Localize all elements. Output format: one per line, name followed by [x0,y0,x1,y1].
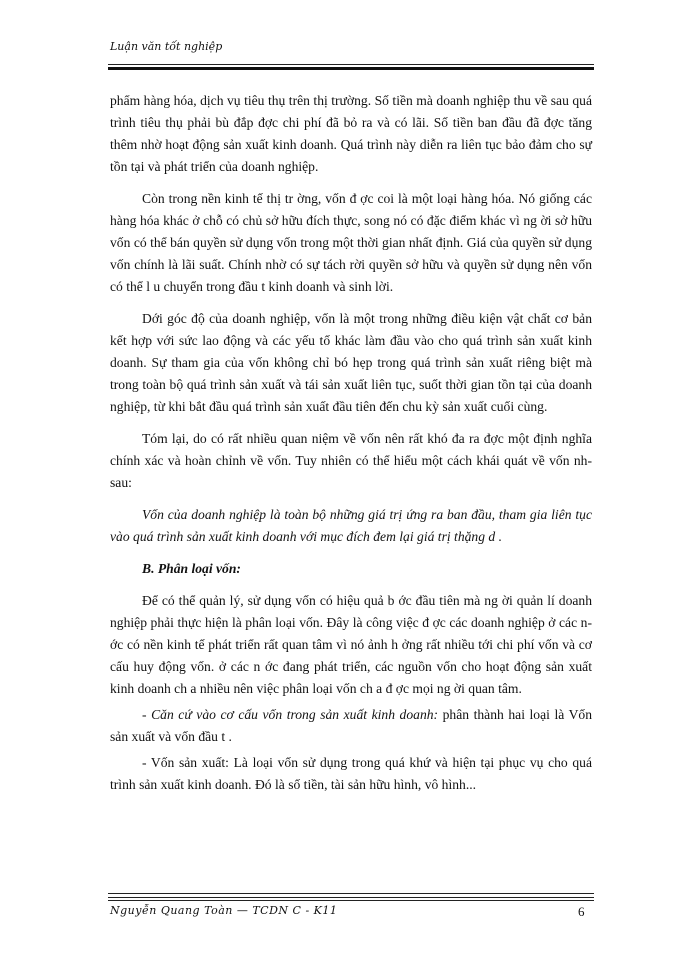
footer-rule [108,900,594,901]
footer-author: Nguyễn Quang Toàn — TCDN C - K11 [110,904,338,917]
paragraph: Dới góc độ của doanh nghiệp, vốn là một trong những điều kiện vật chất cơ bản kết hợp với sức lao động và các yếu tố khác làm đầu vào cho quá trình sản xuất kinh doanh. Sự tham gia của vốn không chỉ bó hẹp trong quá trình sản xuất riêng biệt mà trong toàn bộ quá trình sản xuất và tái sản xuất liên tục, suốt thời gian tồn tại của doanh nghiệp, từ khi bắt đầu quá trình sản xuất đầu tiên đến chu kỳ sản xuất cuối cùng. [110,311,592,414]
classification-paragraph [110,704,592,748]
definition-paragraph: Vốn của doanh nghiệp là toàn bộ những giá trị ứng ra ban đầu, tham gia liên tục vào quá trình sản xuất kinh doanh với mục đích đem lại giá trị thặng d . [110,507,592,544]
paragraph: Để có thể quản lý, sử dụng vốn có hiệu quả b ớc đầu tiên mà ng ời quản lí doanh nghiệp phải thực hiện là phân loại vốn. Đây là công việc đ ợc các doanh nghiệp ở các n ớc có nền kinh tế phát triển rất quan tâm vì nó ảnh h ởng rất nhiều tới chi phí vốn và cơ cấu huy động vốn. ở các n ớc đang phát triển, các nguồn vốn cho hoạt động sản xuất kinh doanh ch a nhiều nên việc phân loại vốn ch a đ ợc mọi ng ời quan tâm. [110,593,592,696]
classification-text: phân thành hai loại là Vốn sản xuất và vốn đầu t . [110,707,592,744]
document-body [110,90,592,806]
paragraph: - Vốn sản xuất: Là loại vốn sử dụng trong quá khứ và hiện tại phục vụ cho quá trình sản xuất kinh doanh. Đó là số tiền, tài sản hữu hình, vô hình... [110,755,592,792]
paragraph: phẩm hàng hóa, dịch vụ tiêu thụ trên thị trường. Số tiền mà doanh nghiệp thu về sau quá trình tiêu thụ phải bù đắp đợc chi phí đã bỏ ra và có lãi. Số tiền ban đầu đã đợc tăng thêm nhờ hoạt động sản xuất kinh doanh. Quá trình này diễn ra liên tục bảo đảm cho sự tồn tại và phát triển của doanh nghiệp. [110,93,592,174]
page-number: 6 [578,904,585,919]
paragraph: Còn trong nền kinh tế thị tr ờng, vốn đ ợc coi là một loại hàng hóa. Nó giống các hàng hóa khác ở chỗ có chủ sở hữu đích thực, song nó có đặc điểm khác vì ng ời sở hữu vốn có thể bán quyền sử dụng vốn trong một thời gian nhất định. Giá của quyền sử dụng vốn chính là lãi suất. Chính nhờ có sự tách rời quyền sở hữu và quyền sử dụng nên vốn có thể l u chuyển trong đầu t kinh doanh và sinh lời. [110,191,592,294]
running-header: Luận văn tốt nghiệp [110,40,223,53]
section-heading: B. Phân loại vốn: [142,561,241,576]
classification-criterion: - Căn cứ vào cơ cấu vốn trong sản xuất kinh doanh: [142,707,439,722]
paragraph: Tóm lại, do có rất nhiều quan niệm về vốn nên rất khó đa ra đợc một định nghĩa chính xác và hoàn chỉnh về vốn. Tuy nhiên có thể hiểu một cách khái quát về vốn nh sau: [110,431,592,490]
header-rule [108,64,594,65]
footer-rule [108,893,594,894]
footer-rule [108,897,594,898]
header-rule-thick [108,67,594,70]
